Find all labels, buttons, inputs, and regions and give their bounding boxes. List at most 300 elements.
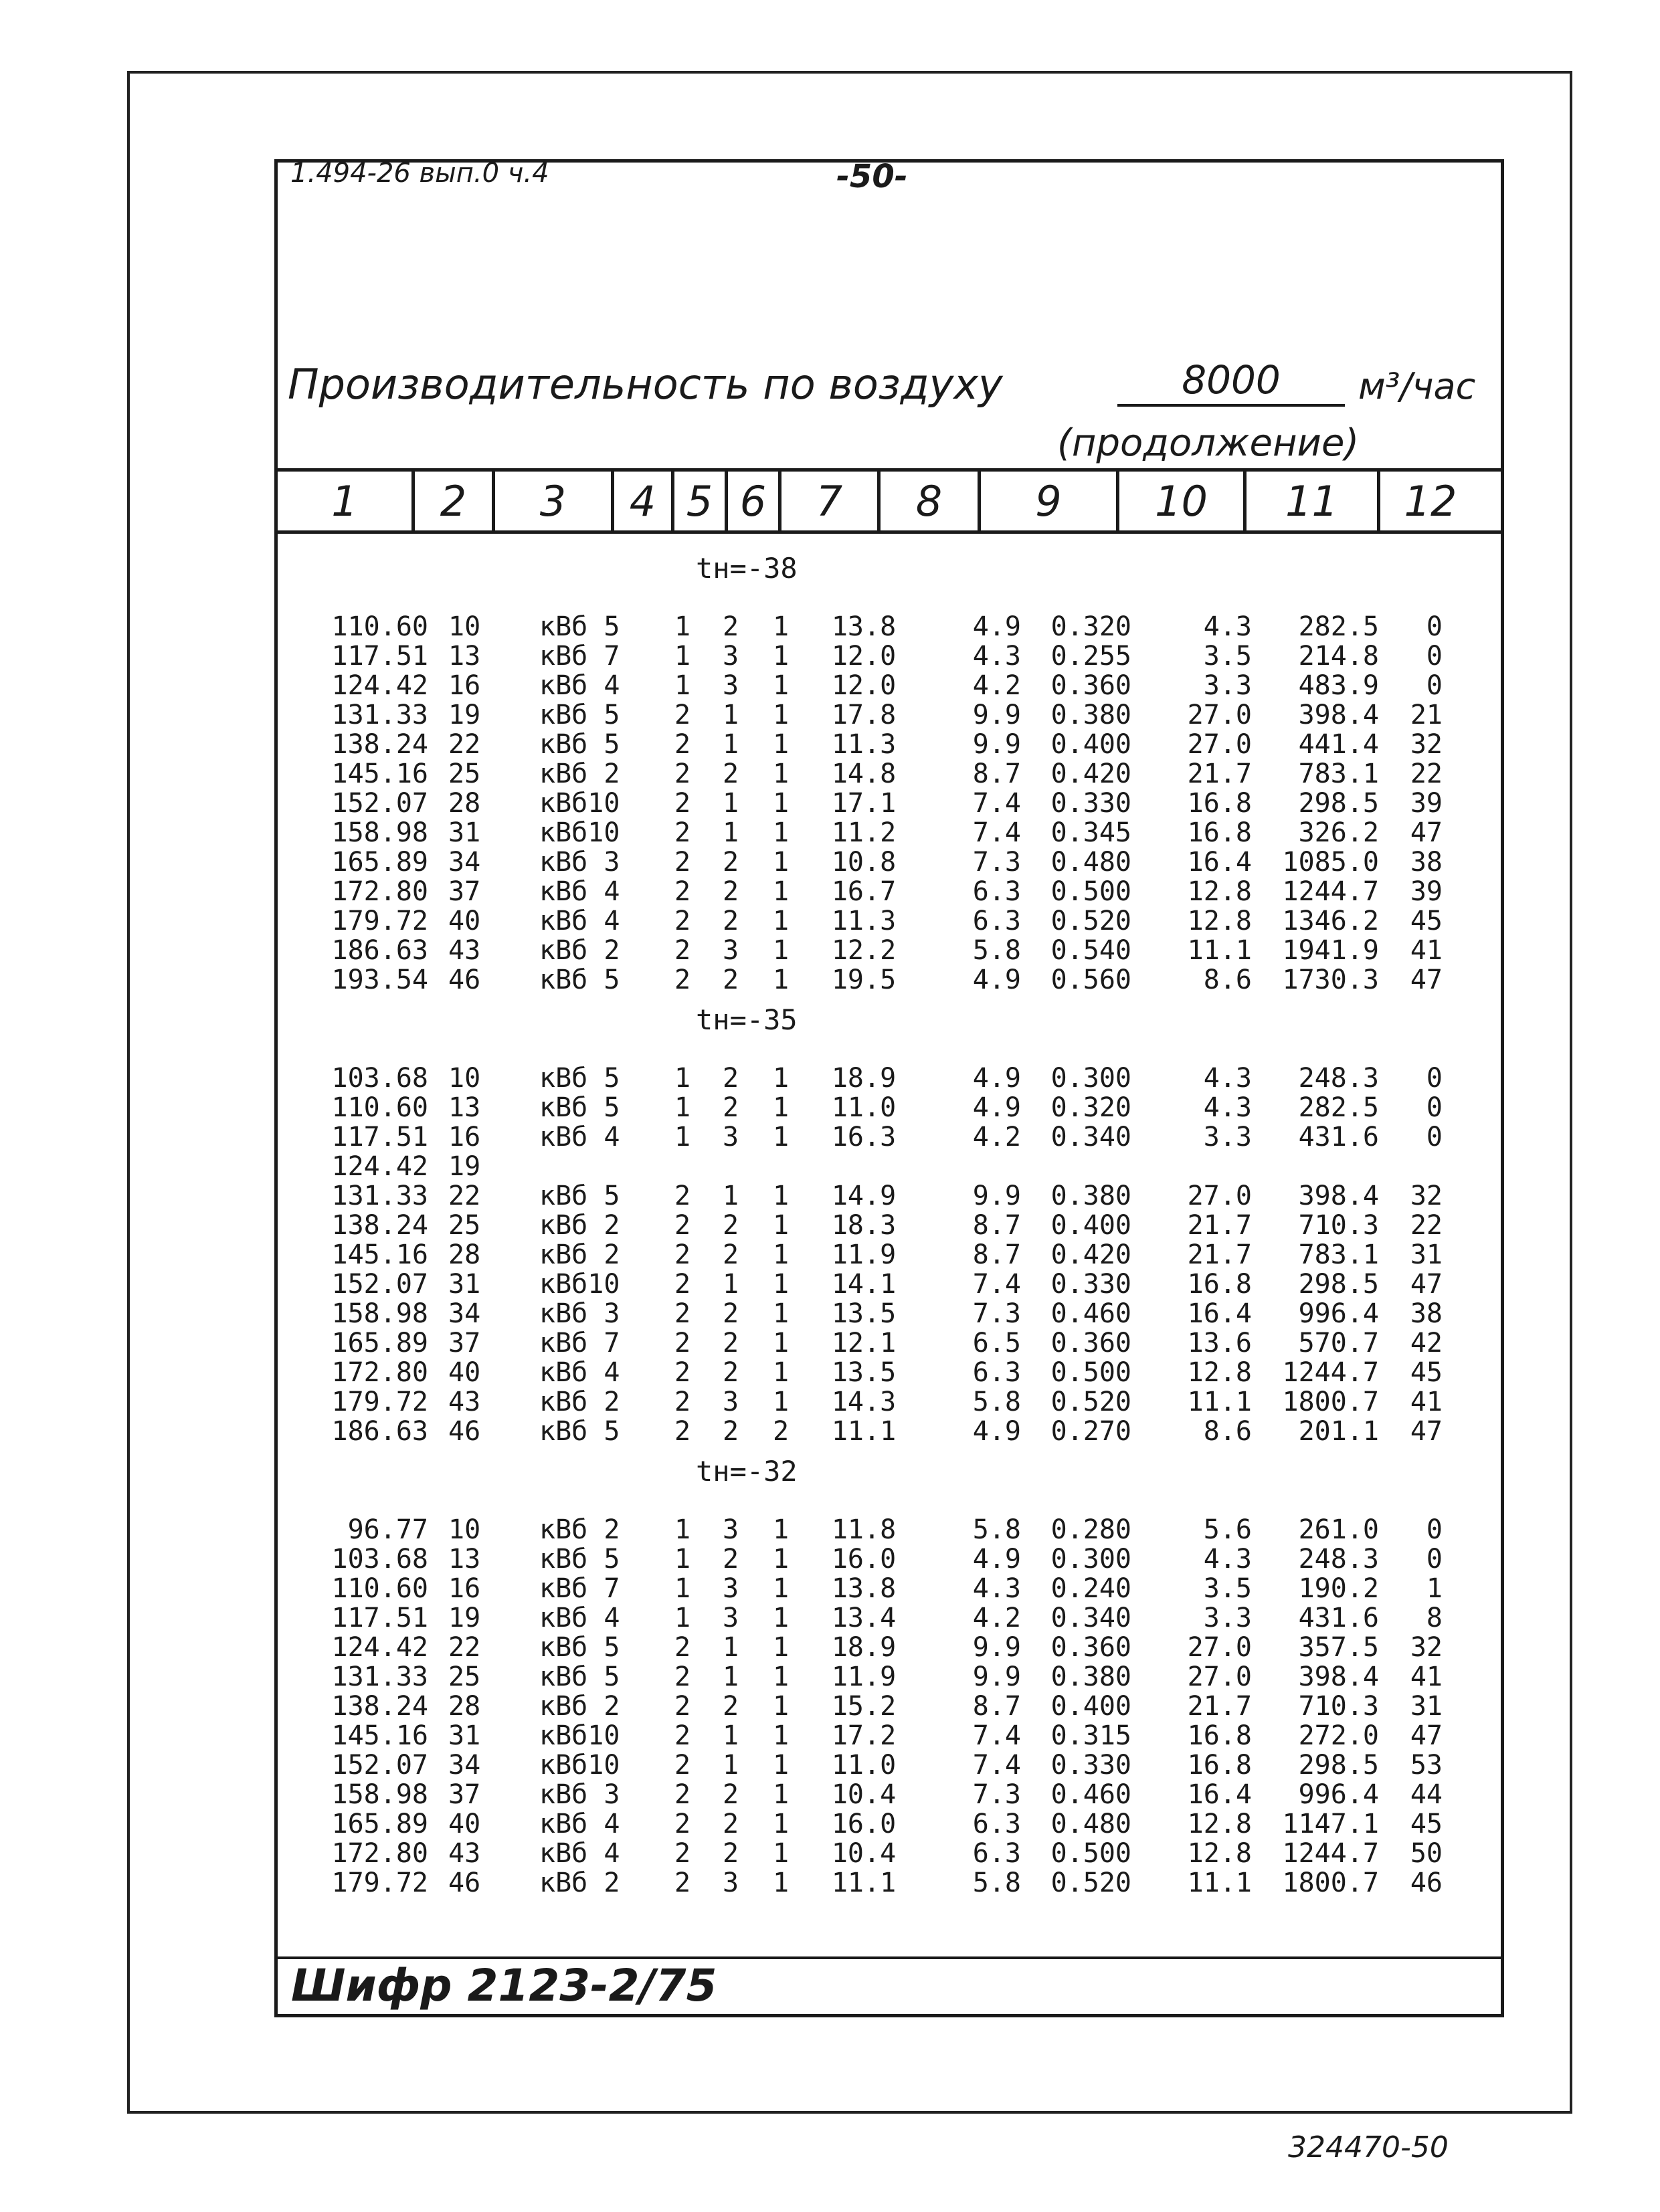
table-cell: 1	[772, 817, 790, 848]
table-title	[288, 348, 1499, 421]
table-cell: 0.380	[1050, 700, 1131, 730]
table-cell: 1	[772, 906, 790, 936]
table-cell: кВб 4	[539, 1809, 620, 1839]
table-cell: 16	[448, 1573, 481, 1604]
table-cell: 17.2	[831, 1720, 897, 1751]
column-header-7: 7	[781, 472, 881, 530]
table-cell: 0	[1426, 1122, 1443, 1152]
table-cell: 172.80	[331, 876, 428, 907]
table-cell: 1	[722, 729, 739, 760]
table-cell: 8.7	[972, 1239, 1021, 1270]
table-cell: 16.8	[1187, 788, 1252, 819]
table-cell: 11.8	[831, 1514, 897, 1545]
table-cell: 3	[722, 1514, 739, 1545]
table-cell: 1	[772, 700, 790, 730]
table-row	[294, 1093, 1443, 1122]
table-cell: 2	[722, 876, 739, 907]
table-row	[294, 1750, 1443, 1780]
table-cell: 1346.2	[1282, 906, 1379, 936]
table-cell: 6.3	[972, 876, 1021, 907]
table-cell: 2	[674, 1387, 691, 1417]
table-cell: 2	[674, 1662, 691, 1692]
table-cell: 21	[1410, 700, 1443, 730]
table-cell: 441.4	[1298, 729, 1379, 760]
column-header-2: 2	[415, 472, 495, 530]
table-cell: кВб 5	[539, 1181, 620, 1211]
table-row	[294, 1387, 1443, 1417]
table-cell: 1	[772, 1779, 790, 1810]
table-cell: 1	[674, 1544, 691, 1575]
table-cell	[658, 1152, 707, 1181]
table-cell: 22	[448, 1181, 481, 1211]
table-cell: 43	[448, 1387, 481, 1417]
table-cell: 298.5	[1298, 788, 1379, 819]
table-cell: 2	[722, 906, 739, 936]
table-cell: 1	[674, 1603, 691, 1633]
table-cell: 3	[722, 1868, 739, 1898]
table-cell: 16.7	[831, 876, 897, 907]
table-cell: 47	[1410, 817, 1443, 848]
table-cell: 39	[1410, 788, 1443, 819]
section-table	[294, 1515, 1443, 1898]
table-cell: 2	[674, 1181, 691, 1211]
table-cell: 22	[1410, 759, 1443, 789]
table-cell: кВб 5	[539, 700, 620, 730]
table-cell: 783.1	[1298, 1239, 1379, 1270]
table-cell: 152.07	[331, 788, 428, 819]
table-cell: 11.1	[831, 1416, 897, 1447]
table-cell: 282.5	[1298, 1092, 1379, 1123]
table-cell: кВб 2	[539, 759, 620, 789]
table-cell: 8.6	[1203, 965, 1252, 995]
table-cell: 2	[722, 1809, 739, 1839]
table-cell: 0.400	[1050, 1210, 1131, 1241]
table-cell: 40	[448, 906, 481, 936]
table-cell: 7.4	[972, 788, 1021, 819]
table-cell: 47	[1410, 965, 1443, 995]
table-cell	[534, 1152, 658, 1181]
table-cell: 16.8	[1187, 1269, 1252, 1300]
table-cell	[1021, 1152, 1131, 1181]
table-cell: 710.3	[1298, 1691, 1379, 1722]
table-cell: кВб10	[539, 1750, 620, 1781]
table-cell: 16.0	[831, 1809, 897, 1839]
table-cell: 1	[772, 1838, 790, 1869]
table-cell: 1	[722, 1750, 739, 1781]
table-cell: 4.9	[972, 1092, 1021, 1123]
table-cell: 42	[1410, 1328, 1443, 1359]
table-cell: 1	[772, 1809, 790, 1839]
table-cell: 8.7	[972, 759, 1021, 789]
table-cell: 18.9	[831, 1063, 897, 1094]
table-row	[294, 1181, 1443, 1211]
table-cell: 13	[448, 1544, 481, 1575]
table-cell: 13.6	[1187, 1328, 1252, 1359]
table-cell: 3.5	[1203, 641, 1252, 672]
column-header-1: 1	[278, 472, 415, 530]
table-cell: 124.42	[331, 1632, 428, 1663]
table-cell: 17.1	[831, 788, 897, 819]
table-cell: 27.0	[1187, 1181, 1252, 1211]
table-cell: 0.340	[1050, 1122, 1131, 1152]
table-cell: 7.3	[972, 1779, 1021, 1810]
table-cell: 4.3	[1203, 611, 1252, 642]
table-cell: 17.8	[831, 700, 897, 730]
column-header-6: 6	[728, 472, 781, 530]
table-cell: 0	[1426, 1514, 1443, 1545]
table-cell: 1	[772, 1544, 790, 1575]
table-cell: 6.3	[972, 1838, 1021, 1869]
table-cell: 145.16	[331, 1720, 428, 1751]
table-cell: 2	[722, 1239, 739, 1270]
table-cell: 2	[722, 759, 739, 789]
table-cell: 10	[448, 611, 481, 642]
table-cell: 96.77	[347, 1514, 428, 1545]
table-cell: 0	[1426, 641, 1443, 672]
table-cell: 38	[1410, 1298, 1443, 1329]
column-header-3: 3	[495, 472, 614, 530]
column-header-4: 4	[614, 472, 674, 530]
table-row	[294, 1328, 1443, 1358]
table-cell: 46	[1410, 1868, 1443, 1898]
table-cell: 34	[448, 1298, 481, 1329]
table-cell: 1	[772, 670, 790, 701]
table-cell: 298.5	[1298, 1750, 1379, 1781]
table-cell: 1	[772, 1573, 790, 1604]
table-cell: 16.4	[1187, 1298, 1252, 1329]
table-cell: кВб 3	[539, 847, 620, 878]
column-header-row	[278, 468, 1501, 534]
table-cell: 4.2	[972, 670, 1021, 701]
table-cell: 21.7	[1187, 1239, 1252, 1270]
table-cell: кВб 5	[539, 611, 620, 642]
table-cell: 12.2	[831, 935, 897, 966]
title-unit: м³/час	[1358, 365, 1476, 407]
table-cell: 0.420	[1050, 759, 1131, 789]
table-cell: 1	[722, 1181, 739, 1211]
table-cell: 1	[772, 1269, 790, 1300]
table-cell: 0.520	[1050, 1868, 1131, 1898]
table-cell: 996.4	[1298, 1779, 1379, 1810]
table-cell: 41	[1410, 1662, 1443, 1692]
table-cell: 22	[448, 729, 481, 760]
table-cell: 0.500	[1050, 1357, 1131, 1388]
table-cell: 47	[1410, 1269, 1443, 1300]
table-cell: 25	[448, 759, 481, 789]
document-code: 1.494-26 вып.0 ч.4	[290, 158, 549, 189]
table-cell: 34	[448, 847, 481, 878]
table-cell: 326.2	[1298, 817, 1379, 848]
table-cell: 27.0	[1187, 1632, 1252, 1663]
table-cell: 1	[722, 1269, 739, 1300]
table-cell: 7.3	[972, 1298, 1021, 1329]
table-cell: 158.98	[331, 817, 428, 848]
table-cell: 8.7	[972, 1691, 1021, 1722]
table-cell: 0.240	[1050, 1573, 1131, 1604]
table-cell: 7.3	[972, 847, 1021, 878]
table-cell: 1	[1426, 1573, 1443, 1604]
table-cell: 0.345	[1050, 817, 1131, 848]
table-cell: 4.3	[972, 641, 1021, 672]
table-cell: 27.0	[1187, 1662, 1252, 1692]
table-cell: 2	[722, 1092, 739, 1123]
table-cell: 37	[448, 1328, 481, 1359]
table-cell: 31	[448, 817, 481, 848]
table-cell: 25	[448, 1662, 481, 1692]
table-cell: 2	[722, 847, 739, 878]
table-cell: кВб 2	[539, 1691, 620, 1722]
table-cell: 1	[772, 641, 790, 672]
table-cell: 1	[772, 1750, 790, 1781]
table-cell: 8.7	[972, 1210, 1021, 1241]
table-cell: 124.42	[331, 670, 428, 701]
table-cell: 7.4	[972, 817, 1021, 848]
table-cell: 1	[772, 788, 790, 819]
table-cell: 1	[772, 611, 790, 642]
table-cell: кВб 2	[539, 1239, 620, 1270]
table-cell: 1	[772, 847, 790, 878]
table-cell: 201.1	[1298, 1416, 1379, 1447]
table-cell: 0.360	[1050, 1632, 1131, 1663]
table-cell: 7.4	[972, 1720, 1021, 1751]
table-cell: 4.3	[972, 1573, 1021, 1604]
table-cell: 2	[722, 1357, 739, 1388]
table-row	[294, 936, 1443, 965]
table-cell: кВб 4	[539, 670, 620, 701]
table-cell: 14.8	[831, 759, 897, 789]
table-row	[294, 1662, 1443, 1692]
table-cell: 5.8	[972, 1868, 1021, 1898]
table-cell: 2	[674, 1298, 691, 1329]
table-cell: 131.33	[331, 1662, 428, 1692]
table-cell: 2	[722, 611, 739, 642]
table-cell: 710.3	[1298, 1210, 1379, 1241]
table-cell: 1	[674, 670, 691, 701]
table-cell: 145.16	[331, 1239, 428, 1270]
table-cell: 11.3	[831, 729, 897, 760]
table-cell: 6.3	[972, 1809, 1021, 1839]
table-cell: 1	[772, 1328, 790, 1359]
table-cell: 11.1	[831, 1868, 897, 1898]
table-cell: кВб 5	[539, 1063, 620, 1094]
table-cell: 3	[722, 1387, 739, 1417]
table-cell: 2	[772, 1416, 790, 1447]
table-cell: 39	[1410, 876, 1443, 907]
table-cell: 3	[722, 641, 739, 672]
table-cell: 11.2	[831, 817, 897, 848]
table-cell: 2	[674, 1750, 691, 1781]
table-cell: 0.380	[1050, 1181, 1131, 1211]
table-cell: 3	[722, 1603, 739, 1633]
table-cell: 1	[674, 1092, 691, 1123]
table-cell: 46	[448, 965, 481, 995]
footer-cipher: Шифр 2123-2/75	[291, 1960, 717, 2011]
table-cell: кВб10	[539, 1269, 620, 1300]
table-cell: 0.480	[1050, 1809, 1131, 1839]
table-cell: кВб 7	[539, 641, 620, 672]
table-cell: 14.1	[831, 1269, 897, 1300]
table-cell: 10	[448, 1514, 481, 1545]
table-cell: 6.3	[972, 906, 1021, 936]
table-cell: 0.460	[1050, 1298, 1131, 1329]
table-cell: 179.72	[331, 1868, 428, 1898]
table-cell: 10.4	[831, 1838, 897, 1869]
table-row	[294, 1544, 1443, 1574]
table-cell: кВб 7	[539, 1328, 620, 1359]
table-cell: 16.0	[831, 1544, 897, 1575]
table-cell: 1	[772, 935, 790, 966]
table-cell: 2	[722, 1416, 739, 1447]
table-cell: 1	[772, 1357, 790, 1388]
table-row	[294, 847, 1443, 877]
table-cell: 1	[722, 1662, 739, 1692]
table-cell: 1244.7	[1282, 1838, 1379, 1869]
table-cell: 0	[1426, 611, 1443, 642]
table-cell: 0.300	[1050, 1063, 1131, 1094]
table-row	[294, 906, 1443, 936]
table-cell: 3	[722, 935, 739, 966]
table-cell: 28	[448, 1691, 481, 1722]
table-cell: кВб10	[539, 817, 620, 848]
table-cell: 44	[1410, 1779, 1443, 1810]
table-cell: 272.0	[1298, 1720, 1379, 1751]
table-cell: 0.315	[1050, 1720, 1131, 1751]
table-cell: 3	[722, 1122, 739, 1152]
table-cell: 138.24	[331, 729, 428, 760]
table-cell: 27.0	[1187, 700, 1252, 730]
table-row	[294, 1299, 1443, 1328]
table-cell: 4.3	[1203, 1092, 1252, 1123]
table-cell: 1	[722, 817, 739, 848]
table-cell: 783.1	[1298, 759, 1379, 789]
table-cell: 357.5	[1298, 1632, 1379, 1663]
table-cell: 0.330	[1050, 1750, 1131, 1781]
table-cell: 103.68	[331, 1544, 428, 1575]
table-cell	[807, 1152, 921, 1181]
table-cell: 9.9	[972, 729, 1021, 760]
table-cell: 28	[448, 788, 481, 819]
table-cell: 4.3	[1203, 1063, 1252, 1094]
table-cell: кВб 5	[539, 965, 620, 995]
table-cell: 3.5	[1203, 1573, 1252, 1604]
table-cell: 0	[1426, 1063, 1443, 1094]
table-cell: 11.0	[831, 1092, 897, 1123]
table-cell: 0.500	[1050, 1838, 1131, 1869]
table-row	[294, 1692, 1443, 1721]
table-cell: 16.4	[1187, 847, 1252, 878]
table-cell: 45	[1410, 906, 1443, 936]
table-cell: 31	[1410, 1239, 1443, 1270]
table-cell: 2	[674, 876, 691, 907]
table-row	[294, 1152, 1443, 1181]
table-cell: 1085.0	[1282, 847, 1379, 878]
table-cell: 2	[674, 965, 691, 995]
table-cell: 47	[1410, 1720, 1443, 1751]
table-cell: 14.3	[831, 1387, 897, 1417]
table-cell: 18.9	[831, 1632, 897, 1663]
table-cell: 1	[772, 1092, 790, 1123]
table-cell: кВб 4	[539, 1122, 620, 1152]
table-cell: 1	[772, 1514, 790, 1545]
section-table	[294, 612, 1443, 995]
table-cell: 0.320	[1050, 1092, 1131, 1123]
table-cell: 1	[674, 1063, 691, 1094]
table-cell: 2	[722, 1328, 739, 1359]
column-header-9: 9	[981, 472, 1119, 530]
table-row	[294, 1603, 1443, 1633]
table-cell: 4.9	[972, 1416, 1021, 1447]
table-cell	[1131, 1152, 1252, 1181]
table-cell: 0.280	[1050, 1514, 1131, 1545]
table-cell: кВб 5	[539, 1416, 620, 1447]
table-cell: 2	[674, 1632, 691, 1663]
table-row	[294, 877, 1443, 906]
table-cell: 19	[448, 1151, 481, 1182]
table-cell: 158.98	[331, 1779, 428, 1810]
table-row	[294, 1839, 1443, 1868]
table-cell: 16.8	[1187, 1750, 1252, 1781]
table-row	[294, 612, 1443, 641]
table-cell: 0.300	[1050, 1544, 1131, 1575]
table-cell: 1	[772, 965, 790, 995]
table-row	[294, 1358, 1443, 1387]
table-cell: кВб 4	[539, 1838, 620, 1869]
table-row	[294, 1240, 1443, 1270]
table-cell: 9.9	[972, 700, 1021, 730]
table-cell: 31	[1410, 1691, 1443, 1722]
table-cell: 248.3	[1298, 1544, 1379, 1575]
table-cell: 131.33	[331, 1181, 428, 1211]
table-cell: 45	[1410, 1357, 1443, 1388]
table-row	[294, 700, 1443, 730]
table-row	[294, 1211, 1443, 1240]
table-cell: 0.520	[1050, 906, 1131, 936]
table-cell: 2	[674, 700, 691, 730]
table-cell: 117.51	[331, 1603, 428, 1633]
table-cell: кВб 4	[539, 1357, 620, 1388]
table-row	[294, 1868, 1443, 1898]
table-cell	[1252, 1152, 1379, 1181]
column-header-5: 5	[674, 472, 728, 530]
table-cell: 13.8	[831, 1573, 897, 1604]
table-cell: 37	[448, 876, 481, 907]
table-cell: 3.3	[1203, 670, 1252, 701]
table-cell: 46	[448, 1416, 481, 1447]
table-cell: 11.3	[831, 906, 897, 936]
table-cell: 2	[674, 1779, 691, 1810]
table-cell: 12.1	[831, 1328, 897, 1359]
table-cell: 2	[722, 1691, 739, 1722]
table-cell: 43	[448, 1838, 481, 1869]
table-cell: 0.330	[1050, 788, 1131, 819]
table-cell: 0.400	[1050, 1691, 1131, 1722]
table-cell: 0.500	[1050, 876, 1131, 907]
table-cell: 50	[1410, 1838, 1443, 1869]
table-cell	[707, 1152, 755, 1181]
table-cell: 12.8	[1187, 1838, 1252, 1869]
column-header-12: 12	[1404, 476, 1457, 526]
table-cell	[1379, 1152, 1443, 1181]
table-cell: кВб 3	[539, 1779, 620, 1810]
section-title: tн=-32	[696, 1455, 798, 1488]
table-cell: 8.6	[1203, 1416, 1252, 1447]
table-cell: 47	[1410, 1416, 1443, 1447]
table-cell: 2	[674, 1239, 691, 1270]
table-cell: 1	[772, 1239, 790, 1270]
table-row	[294, 1270, 1443, 1299]
table-cell: кВб 4	[539, 1603, 620, 1633]
table-cell: 2	[722, 965, 739, 995]
